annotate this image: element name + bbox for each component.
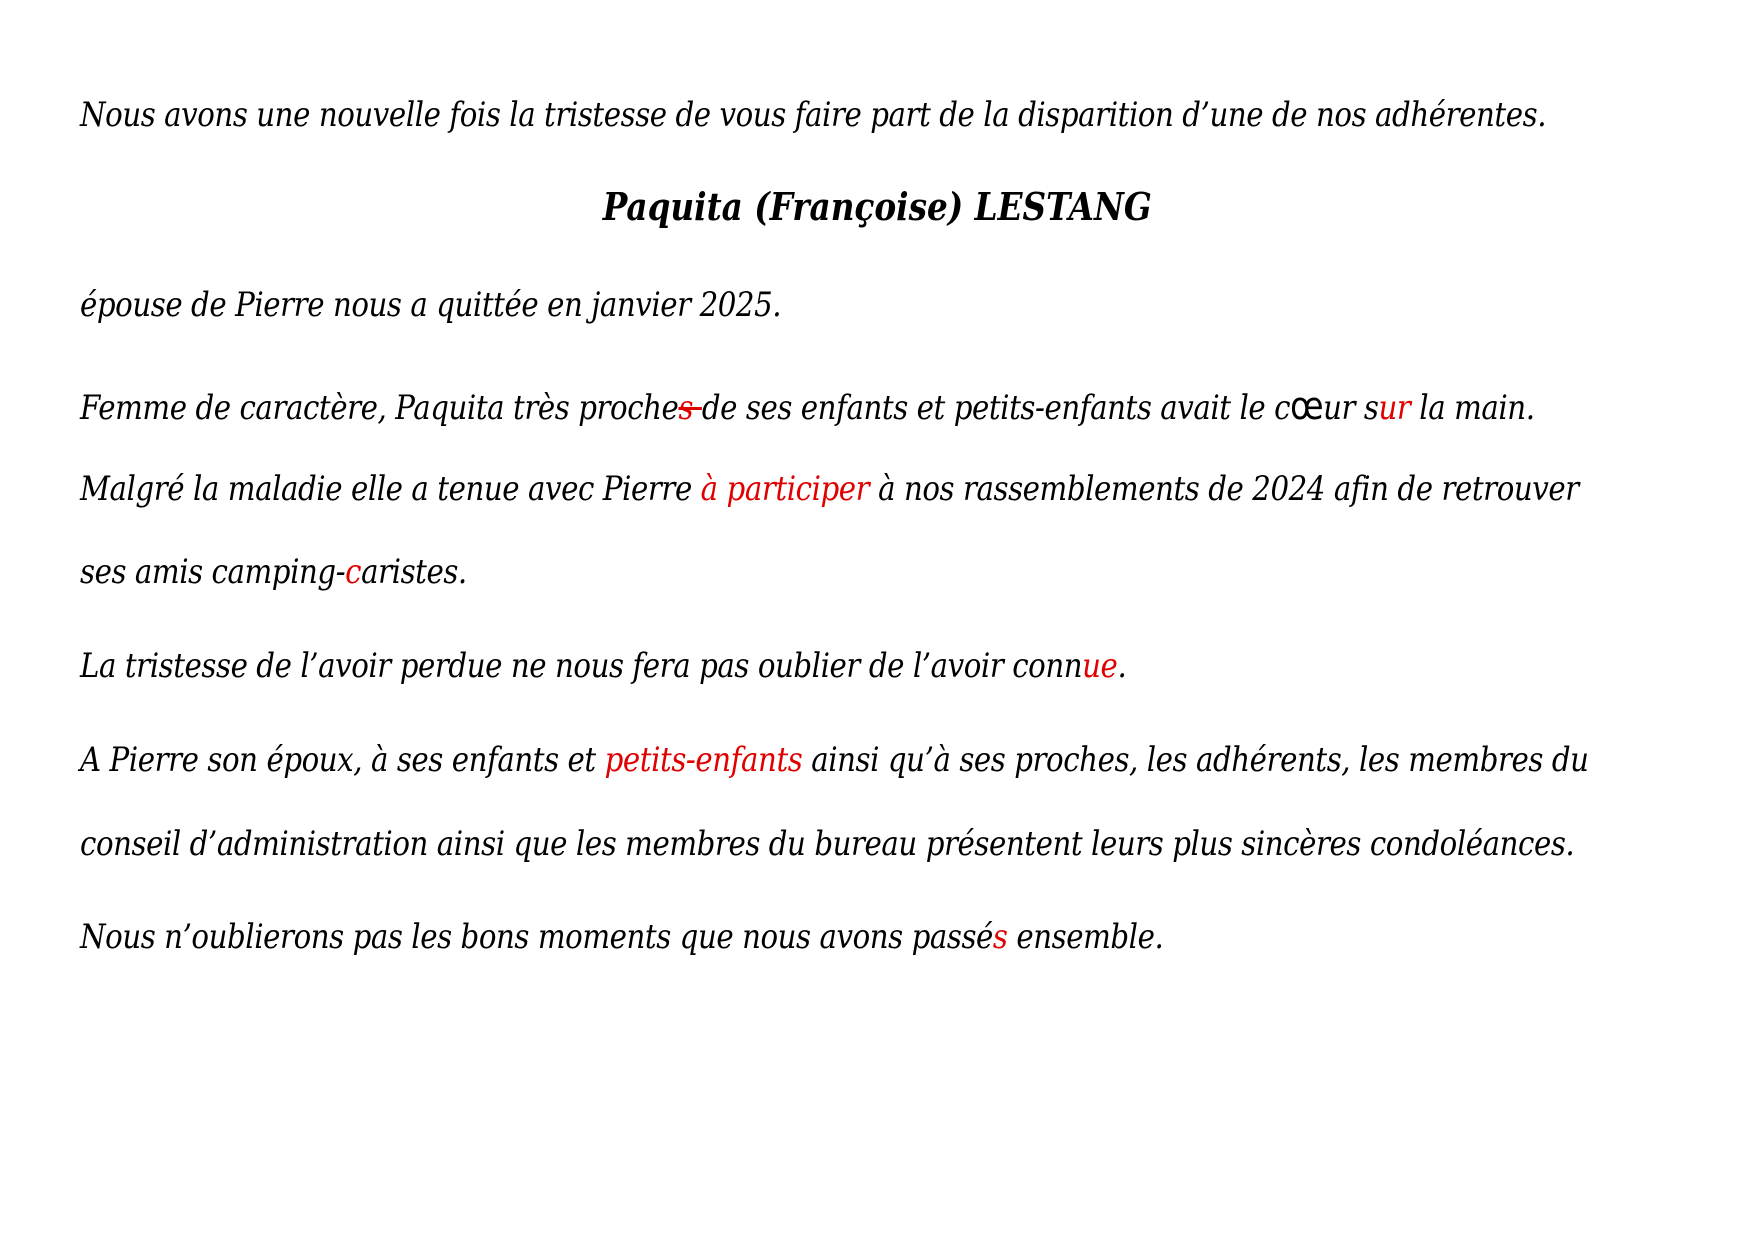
paragraph-condolences-line-1 bbox=[80, 738, 1589, 782]
text-segment: A Pierre son époux, à ses enfants et bbox=[80, 740, 605, 780]
text-segment: Femme de caractère, Paquita très proche bbox=[80, 388, 679, 428]
text-segment: ensemble. bbox=[1007, 917, 1164, 957]
text-segment: la main. bbox=[1410, 388, 1535, 428]
paragraph-condolences-line-2: conseil d’administration ainsi que les membres du bureau présentent leurs plus sincères condoléances. bbox=[80, 824, 1575, 864]
text-segment: à nos rassemblements de 2024 afin de retrouver bbox=[869, 469, 1579, 509]
text-segment: aristes. bbox=[361, 552, 467, 592]
text-segment: Nous n’oublierons pas les bons moments que nous avons passé bbox=[80, 917, 993, 957]
spouse-line: épouse de Pierre nous a quittée en janvier 2025. bbox=[80, 285, 782, 325]
red-correction: à participer bbox=[700, 469, 870, 509]
paragraph-illness-line bbox=[80, 467, 1579, 511]
intro-line: Nous avons une nouvelle fois la tristesse de vous faire part de la disparition d’une de nos adhérentes. bbox=[80, 95, 1547, 135]
red-correction: petits-enfants bbox=[604, 740, 803, 780]
deceased-name-text: Paquita (Françoise) LESTANG bbox=[602, 184, 1152, 229]
paragraph-sadness-line bbox=[80, 644, 1126, 688]
text-segment: ses amis camping- bbox=[80, 552, 346, 592]
closing-line bbox=[80, 915, 1163, 959]
strikethrough-correction: s bbox=[678, 388, 702, 428]
red-correction: s bbox=[992, 917, 1008, 957]
red-correction: ue bbox=[1082, 646, 1118, 686]
oe-ligature: œ bbox=[1290, 384, 1324, 428]
paragraph-character-line bbox=[80, 384, 1535, 430]
paragraph-friends-line bbox=[80, 550, 467, 594]
text-segment: de ses enfants et petits-enfants avait le c bbox=[701, 388, 1291, 428]
text-segment: Malgré la maladie elle a tenue avec Pierre bbox=[80, 469, 701, 509]
text-segment: . bbox=[1117, 646, 1127, 686]
red-correction: ur bbox=[1378, 388, 1411, 428]
text-segment: ainsi qu’à ses proches, les adhérents, les membres du bbox=[802, 740, 1589, 780]
text-segment: ur s bbox=[1323, 388, 1379, 428]
red-correction: c bbox=[345, 552, 362, 592]
text-segment: La tristesse de l’avoir perdue ne nous fera pas oublier de l’avoir conn bbox=[80, 646, 1083, 686]
deceased-name bbox=[0, 182, 1754, 232]
